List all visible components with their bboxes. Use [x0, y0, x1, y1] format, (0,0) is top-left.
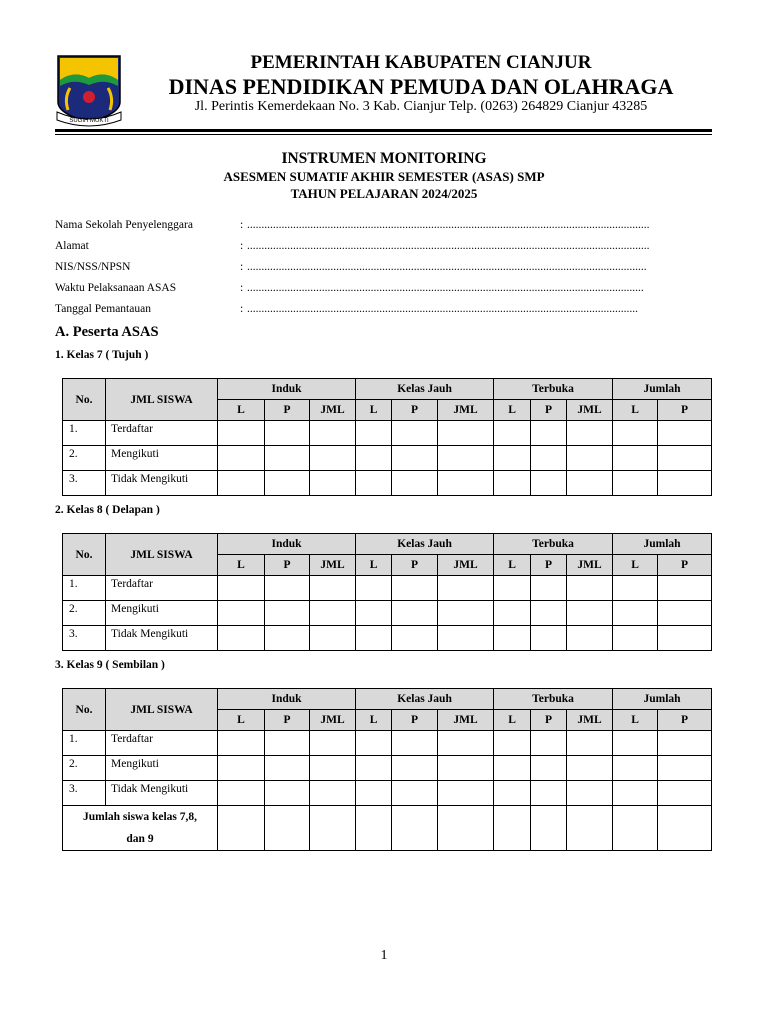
table-kelas-8: No. JML SISWA Induk Kelas Jauh Terbuka Jumlah L P JML L P JML L P JML L P 1. Terdaftar 2. Mengikuti 3. Tidak Mengikuti — [62, 533, 712, 651]
input-cell[interactable] — [310, 446, 356, 471]
input-cell[interactable] — [567, 806, 613, 851]
input-cell[interactable] — [392, 421, 438, 446]
fill-in-line[interactable]: ............................................................................................................................................ — [247, 219, 650, 231]
input-cell[interactable] — [613, 446, 658, 471]
input-cell[interactable] — [356, 471, 392, 496]
input-cell[interactable] — [613, 626, 658, 651]
letterhead-divider-thin — [55, 134, 712, 135]
header-jml-siswa: JML SISWA — [106, 534, 218, 576]
input-cell[interactable] — [218, 781, 265, 806]
input-cell[interactable] — [567, 781, 613, 806]
input-cell[interactable] — [494, 731, 531, 756]
fill-in-line[interactable]: ........................................................................................................................................ — [247, 303, 638, 315]
input-cell[interactable] — [494, 576, 531, 601]
header-no: No. — [63, 689, 106, 731]
input-cell[interactable] — [613, 576, 658, 601]
document-year: TAHUN PELAJARAN 2024/2025 — [290, 186, 478, 201]
input-cell[interactable] — [438, 626, 494, 651]
letterhead-divider-thick — [55, 129, 712, 132]
input-cell[interactable] — [658, 601, 712, 626]
input-cell[interactable] — [218, 731, 265, 756]
input-cell[interactable] — [567, 471, 613, 496]
header-induk: Induk — [218, 379, 356, 400]
section-title: A. Peserta ASAS — [55, 324, 159, 340]
table-row: 1. Terdaftar — [63, 731, 712, 756]
input-cell[interactable] — [356, 756, 392, 781]
input-cell[interactable] — [658, 421, 712, 446]
subsection-title-kelas-7: 1. Kelas 7 ( Tujuh ) — [55, 349, 149, 361]
document-title: INSTRUMEN MONITORING — [281, 150, 487, 167]
header-jumlah: Jumlah — [613, 534, 712, 555]
input-cell[interactable] — [494, 806, 531, 851]
input-cell[interactable] — [438, 756, 494, 781]
input-cell[interactable] — [310, 421, 356, 446]
input-cell[interactable] — [310, 806, 356, 851]
input-cell[interactable] — [658, 731, 712, 756]
header-kelas-jauh: Kelas Jauh — [356, 379, 494, 400]
input-cell[interactable] — [356, 446, 392, 471]
input-cell[interactable] — [438, 731, 494, 756]
header-jumlah: Jumlah — [613, 379, 712, 400]
input-cell[interactable] — [567, 601, 613, 626]
input-cell[interactable] — [613, 471, 658, 496]
input-cell[interactable] — [658, 756, 712, 781]
input-cell[interactable] — [392, 446, 438, 471]
input-cell[interactable] — [438, 601, 494, 626]
input-cell[interactable] — [392, 731, 438, 756]
field-label: Alamat — [55, 240, 89, 252]
input-cell[interactable] — [613, 421, 658, 446]
fill-in-line[interactable]: ............................................................................................................................................ — [247, 240, 650, 252]
input-cell[interactable] — [658, 781, 712, 806]
input-cell[interactable] — [218, 471, 265, 496]
field-label: Nama Sekolah Penyelenggara — [55, 219, 193, 231]
input-cell[interactable] — [567, 731, 613, 756]
input-cell[interactable] — [531, 601, 567, 626]
input-cell[interactable] — [438, 446, 494, 471]
header-terbuka: Terbuka — [494, 534, 613, 555]
input-cell[interactable] — [310, 731, 356, 756]
input-cell[interactable] — [356, 781, 392, 806]
input-cell[interactable] — [438, 576, 494, 601]
header-induk: Induk — [218, 534, 356, 555]
header-kelas-jauh: Kelas Jauh — [356, 689, 494, 710]
input-cell[interactable] — [392, 756, 438, 781]
subsection-title-kelas-8: 2. Kelas 8 ( Delapan ) — [55, 504, 160, 516]
input-cell[interactable] — [567, 756, 613, 781]
input-cell[interactable] — [265, 601, 310, 626]
input-cell[interactable] — [494, 781, 531, 806]
table-kelas-9: No. JML SISWA Induk Kelas Jauh Terbuka Jumlah L P JML L P JML L P JML L P 1. Terdaftar 2. Mengikuti 3. Tidak Mengikuti Jumlah siswa kelas 7,8, dan 9 — [62, 688, 712, 851]
input-cell[interactable] — [392, 626, 438, 651]
table-row: 3. Tidak Mengikuti — [63, 626, 712, 651]
input-cell[interactable] — [567, 626, 613, 651]
input-cell[interactable] — [613, 731, 658, 756]
header-kelas-jauh: Kelas Jauh — [356, 534, 494, 555]
header-induk: Induk — [218, 689, 356, 710]
input-cell[interactable] — [356, 626, 392, 651]
input-cell[interactable] — [310, 576, 356, 601]
input-cell[interactable] — [531, 806, 567, 851]
input-cell[interactable] — [218, 446, 265, 471]
input-cell[interactable] — [310, 781, 356, 806]
letterhead-department: DINAS PENDIDIKAN PEMUDA DAN OLAHRAGA — [168, 74, 674, 99]
table-row: 1. Terdaftar — [63, 576, 712, 601]
input-cell[interactable] — [218, 626, 265, 651]
cianjur-regency-logo — [54, 52, 124, 128]
input-cell[interactable] — [218, 601, 265, 626]
input-cell[interactable] — [531, 421, 567, 446]
input-cell[interactable] — [265, 756, 310, 781]
input-cell[interactable] — [494, 421, 531, 446]
input-cell[interactable] — [310, 471, 356, 496]
input-cell[interactable] — [658, 626, 712, 651]
letterhead-government: PEMERINTAH KABUPATEN CIANJUR — [250, 52, 592, 73]
input-cell[interactable] — [356, 601, 392, 626]
header-jml-siswa: JML SISWA — [106, 379, 218, 421]
field-label: NIS/NSS/NPSN — [55, 261, 131, 273]
input-cell[interactable] — [613, 781, 658, 806]
input-cell[interactable] — [392, 806, 438, 851]
page-number: 1 — [380, 948, 388, 963]
input-cell[interactable] — [218, 806, 265, 851]
input-cell[interactable] — [438, 781, 494, 806]
input-cell[interactable] — [494, 626, 531, 651]
input-cell[interactable] — [531, 471, 567, 496]
document-subtitle: ASESMEN SUMATIF AKHIR SEMESTER (ASAS) SMP — [223, 169, 545, 184]
input-cell[interactable] — [567, 576, 613, 601]
table-row: 2. Mengikuti — [63, 756, 712, 781]
input-cell[interactable] — [218, 756, 265, 781]
input-cell[interactable] — [567, 446, 613, 471]
input-cell[interactable] — [494, 446, 531, 471]
input-cell[interactable] — [218, 576, 265, 601]
table-row: 1. Terdaftar — [63, 421, 712, 446]
input-cell[interactable] — [265, 421, 310, 446]
input-cell[interactable] — [531, 576, 567, 601]
input-cell[interactable] — [531, 446, 567, 471]
input-cell[interactable] — [265, 471, 310, 496]
input-cell[interactable] — [265, 731, 310, 756]
letterhead-address: Jl. Perintis Kemerdekaan No. 3 Kab. Cianjur Telp. (0263) 264829 Cianjur 43285 — [194, 99, 648, 114]
input-cell[interactable] — [356, 576, 392, 601]
input-cell[interactable] — [613, 601, 658, 626]
input-cell[interactable] — [531, 781, 567, 806]
input-cell[interactable] — [218, 421, 265, 446]
svg-text:SUGIH MUKTI: SUGIH MUKTI — [69, 118, 109, 124]
input-cell[interactable] — [310, 756, 356, 781]
table-row-total — [63, 806, 712, 851]
input-cell[interactable] — [265, 626, 310, 651]
table-row: 3. Tidak Mengikuti — [63, 471, 712, 496]
input-cell[interactable] — [658, 806, 712, 851]
header-terbuka: Terbuka — [494, 689, 613, 710]
input-cell[interactable] — [310, 626, 356, 651]
input-cell[interactable] — [658, 576, 712, 601]
header-jumlah: Jumlah — [613, 689, 712, 710]
header-no: No. — [63, 379, 106, 421]
input-cell[interactable] — [392, 471, 438, 496]
input-cell[interactable] — [531, 626, 567, 651]
input-cell[interactable] — [494, 601, 531, 626]
input-cell[interactable] — [392, 601, 438, 626]
input-cell[interactable] — [356, 421, 392, 446]
input-cell[interactable] — [613, 756, 658, 781]
input-cell[interactable] — [613, 806, 658, 851]
input-cell[interactable] — [438, 806, 494, 851]
input-cell[interactable] — [265, 806, 310, 851]
fill-in-line[interactable]: .......................................................................................................................................... — [247, 282, 644, 294]
input-cell[interactable] — [531, 756, 567, 781]
input-cell[interactable] — [438, 421, 494, 446]
header-jml-siswa: JML SISWA — [106, 689, 218, 731]
input-cell[interactable] — [265, 446, 310, 471]
input-cell[interactable] — [531, 731, 567, 756]
field-label: Tanggal Pemantauan — [55, 303, 151, 315]
input-cell[interactable] — [494, 756, 531, 781]
total-label: Jumlah siswa kelas 7,8, dan 9 — [63, 806, 218, 851]
table-row: 3. Tidak Mengikuti — [63, 781, 712, 806]
table-row: 2. Mengikuti — [63, 601, 712, 626]
header-terbuka: Terbuka — [494, 379, 613, 400]
input-cell[interactable] — [310, 601, 356, 626]
subsection-title-kelas-9: 3. Kelas 9 ( Sembilan ) — [55, 659, 165, 671]
input-cell[interactable] — [567, 421, 613, 446]
input-cell[interactable] — [494, 471, 531, 496]
header-no: No. — [63, 534, 106, 576]
input-cell[interactable] — [265, 781, 310, 806]
field-label: Waktu Pelaksanaan ASAS — [55, 282, 177, 294]
table-kelas-7: No. JML SISWA Induk Kelas Jauh Terbuka Jumlah L P JML L P JML L P JML L P 1. Terdaftar 2. Mengikuti 3. Tidak Mengikuti — [62, 378, 712, 496]
input-cell[interactable] — [438, 471, 494, 496]
input-cell[interactable] — [392, 576, 438, 601]
fill-in-line[interactable]: ........................................................................................................................................... — [247, 261, 647, 273]
table-row: 2. Mengikuti — [63, 446, 712, 471]
input-cell[interactable] — [265, 576, 310, 601]
input-cell[interactable] — [392, 781, 438, 806]
input-cell[interactable] — [356, 731, 392, 756]
input-cell[interactable] — [356, 806, 392, 851]
input-cell[interactable] — [658, 471, 712, 496]
document-page: SUGIH MUKTI PEMERINTAH KABUPATEN CIANJUR DINAS PENDIDIKAN PEMUDA DAN OLAHRAGA Jl. Perintis Kemerdekaan No. 3 Kab. Cianjur Telp. (0263) 264829 Cianjur 43285 INSTRUMEN MONITORING ASESMEN SUMATIF AKHIR SEMESTER (ASAS) SMP TAHUN PELAJARAN 2024/2025 Nama Sekolah Penyelenggara : ............................................................................................................................................ Alamat : ............................................................................................................................................ NIS/NSS/NPSN : ........................................................................................................................................... Waktu Pelaksanaan ASAS : .......................................................................................................................................... Tanggal Pemantauan : ........................................................................................................................................ A. Peserta ASAS 1. Kelas 7 ( Tujuh ) No. JML SISWA Induk Kelas Jauh Terbuka Jumlah L P JML L P JML L P JML L P 1. Terdaftar 2. Mengikuti 3. Tidak Mengikuti 2. Kelas 8 ( Delapan ) No. JML SISWA Induk Kelas Jauh Terbuka Jumlah L P JML L P JML L P JML L P 1. Terdaftar 2. Mengikuti 3. Tidak Mengikuti 3. Kelas 9 ( Sembilan ) No. JML SISWA Induk Kelas Jauh Terbuka Jumlah L P JML L P JML L P JML L P 1. Terdaftar 2. Mengikuti 3. Tidak Mengikuti Jumlah siswa kelas 7,8, dan 9 1 — [0, 0, 768, 1024]
input-cell[interactable] — [658, 446, 712, 471]
